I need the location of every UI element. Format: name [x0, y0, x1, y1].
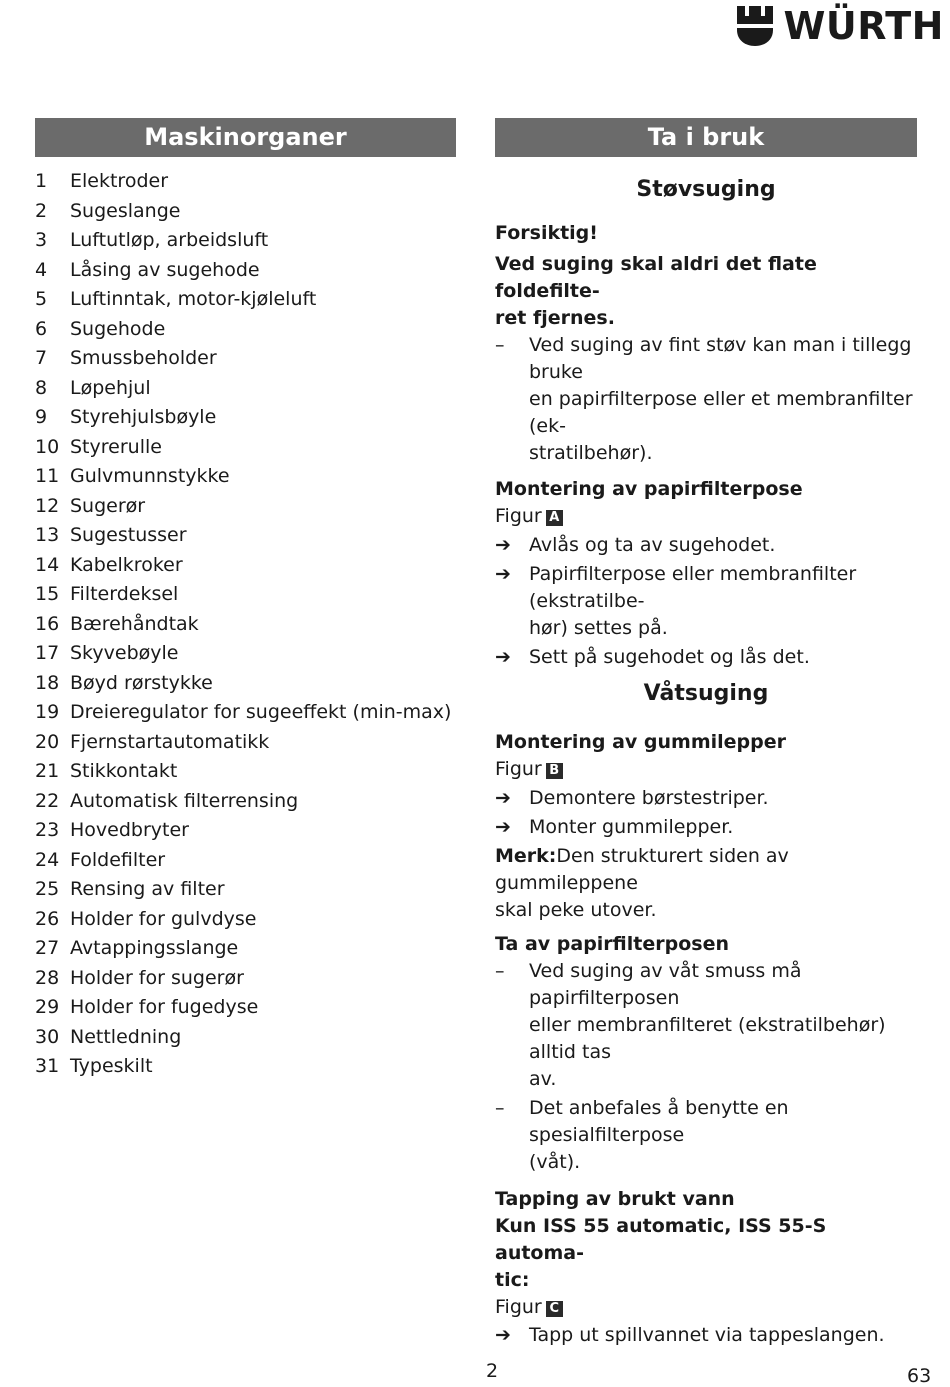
part-number: 29 [35, 996, 60, 1018]
list-item [35, 492, 456, 522]
part-label: Fjernstartautomatikk [70, 730, 270, 753]
figure-badge-b: B [546, 763, 563, 779]
part-label: Sugestusser [70, 524, 187, 546]
part-number: 10 [35, 435, 60, 458]
list-item [495, 532, 917, 559]
part-number: 22 [35, 789, 60, 812]
list-item [35, 610, 456, 640]
figure-label: Figur [495, 758, 542, 780]
page-number: 63 [907, 1365, 932, 1387]
list-item [35, 344, 456, 374]
part-number: 23 [35, 819, 60, 841]
dash-marker: – [495, 334, 505, 356]
parts-list [35, 167, 456, 1082]
part-number: 11 [35, 465, 60, 487]
drain-models-line-1: Kun ISS 55 automatic, ISS 55-S automa- [495, 1215, 827, 1264]
part-label: Løpehjul [70, 376, 151, 399]
note-line-2: en papirfilterpose eller et membranfilter (ek- [529, 388, 913, 437]
list-item-cont [495, 615, 917, 642]
arrow-right-icon: ➔ [495, 534, 511, 556]
part-label: Typeskilt [70, 1055, 153, 1077]
part-label: Bøyd rørstykke [70, 671, 213, 694]
list-item [35, 698, 456, 728]
list-item [35, 551, 456, 581]
step-text: hør) settes på. [529, 617, 668, 639]
arrow-right-icon: ➔ [495, 646, 511, 668]
step-text: Monter gummilepper. [529, 816, 734, 838]
arrow-right-icon: ➔ [495, 816, 511, 838]
part-number: 20 [35, 730, 60, 753]
list-item [35, 197, 456, 227]
note-label: Merk: [495, 845, 557, 867]
part-label: Holder for fugedyse [70, 996, 259, 1018]
list-item [35, 757, 456, 787]
part-number: 19 [35, 701, 60, 723]
list-item-cont [495, 1149, 917, 1176]
heading-drain-water: Tapping av brukt vann [495, 1188, 735, 1210]
part-number: 24 [35, 848, 60, 871]
part-label: Smussbeholder [70, 347, 217, 369]
note-line-3: stratilbehør). [529, 442, 653, 464]
part-number: 26 [35, 907, 60, 930]
list-item [35, 846, 456, 876]
list-item [495, 814, 917, 841]
list-item [35, 462, 456, 492]
list-item [35, 315, 456, 345]
heading-remove-paper-filter: Ta av papirfilterposen [495, 933, 729, 955]
caution-line-2: ret fjernes. [495, 307, 615, 329]
remove-line-2: eller membranfilteret (ekstratilbehør) alltid tas [529, 1014, 886, 1063]
part-label: Dreieregulator for sugeeffekt (min-max) [70, 701, 452, 723]
part-number: 21 [35, 760, 60, 782]
list-item [495, 644, 917, 671]
list-item [35, 521, 456, 551]
list-item [35, 1052, 456, 1082]
part-number: 28 [35, 966, 60, 989]
part-number: 16 [35, 612, 60, 635]
figure-ref-b [495, 756, 917, 783]
list-item [35, 993, 456, 1023]
step-text: Sett på sugehodet og lås det. [529, 646, 810, 668]
part-number: 15 [35, 583, 60, 605]
part-number: 3 [35, 229, 48, 251]
list-item [35, 669, 456, 699]
part-label: Kabelkroker [70, 553, 183, 576]
part-number: 17 [35, 642, 60, 664]
remove-line-3: av. [529, 1068, 557, 1090]
heading-dry-vacuuming: Støvsuging [636, 177, 776, 202]
part-number: 13 [35, 524, 60, 546]
part-number: 18 [35, 671, 60, 694]
note-line-1: Ved suging av fint støv kan man i tillegg bruke [529, 334, 912, 383]
arrow-right-icon: ➔ [495, 563, 511, 585]
part-label: Automatisk filterrensing [70, 789, 299, 812]
figure-label: Figur [495, 505, 542, 527]
list-item [495, 958, 917, 1012]
part-label: Sugerør [70, 494, 146, 517]
list-item [35, 934, 456, 964]
part-label: Holder for gulvdyse [70, 907, 257, 930]
part-label: Sugehode [70, 317, 166, 340]
caution-title: Forsiktig! [495, 222, 598, 244]
part-label: Rensing av filter [70, 878, 225, 900]
part-number: 9 [35, 406, 48, 428]
list-item [35, 226, 456, 256]
note-text: Den strukturert siden av gummileppene [495, 845, 789, 894]
dash-marker: – [495, 960, 505, 982]
list-item [35, 816, 456, 846]
step-text: Avlås og ta av sugehodet. [529, 534, 776, 556]
list-item [35, 374, 456, 404]
part-label: Filterdeksel [70, 583, 179, 605]
part-label: Sugeslange [70, 199, 181, 222]
remove-line-4: Det anbefales å benytte en spesialfilterpose [529, 1097, 789, 1146]
part-number: 27 [35, 937, 60, 959]
arrow-right-icon: ➔ [495, 1324, 511, 1346]
step-text: Tapp ut spillvannet via tappeslangen. [529, 1324, 885, 1346]
caution-line-1: Ved suging skal aldri det flate foldefilte- [495, 253, 817, 302]
wurth-logo [735, 4, 944, 48]
figure-badge-c: C [546, 1301, 563, 1317]
part-label: Skyvebøyle [70, 642, 179, 664]
list-item-cont [495, 440, 917, 467]
step-text: Papirfilterpose eller membranfilter (ekstratilbe- [529, 563, 857, 612]
part-number: 4 [35, 258, 48, 281]
list-item [35, 256, 456, 286]
remove-line-5: (våt). [529, 1151, 581, 1173]
part-label: Hovedbryter [70, 819, 189, 841]
list-item-cont [495, 386, 917, 440]
dash-marker: – [495, 1097, 505, 1119]
note-merk [495, 843, 917, 897]
arrow-right-icon: ➔ [495, 787, 511, 809]
part-label: Låsing av sugehode [70, 258, 260, 281]
heading-mount-paper-filter: Montering av papirfilterpose [495, 478, 803, 500]
part-label: Styrerulle [70, 435, 162, 458]
list-item [35, 1023, 456, 1053]
part-number: 2 [35, 199, 48, 222]
list-item [495, 332, 917, 386]
figure-badge-a: A [546, 510, 563, 526]
part-number: 25 [35, 878, 60, 900]
list-item [35, 403, 456, 433]
list-item [495, 1095, 917, 1149]
part-label: Luftutløp, arbeidsluft [70, 229, 269, 251]
figure-ref-a [495, 503, 917, 530]
list-item [35, 639, 456, 669]
part-number: 14 [35, 553, 60, 576]
part-label: Holder for sugerør [70, 966, 244, 989]
part-label: Gulvmunnstykke [70, 465, 230, 487]
brand-name: WÜRTH [783, 4, 944, 48]
part-number: 7 [35, 347, 48, 369]
remove-line-1: Ved suging av våt smuss må papirfilterposen [529, 960, 802, 1009]
list-item [495, 561, 917, 615]
part-number: 31 [35, 1055, 60, 1077]
step-text: Demontere børstestriper. [529, 787, 769, 809]
part-label: Elektroder [70, 170, 169, 192]
getting-started-section [495, 118, 917, 1349]
part-label: Stikkontakt [70, 760, 178, 782]
part-number: 5 [35, 288, 48, 310]
part-label: Bærehåndtak [70, 612, 199, 635]
section-title-parts: Maskinorganer [35, 118, 456, 157]
part-number: 1 [35, 170, 48, 192]
heading-wet-vacuuming: Våtsuging [643, 681, 769, 706]
part-label: Foldefilter [70, 848, 166, 871]
list-item-cont [495, 1066, 917, 1093]
machine-parts-section [35, 118, 456, 1082]
list-item [35, 905, 456, 935]
list-item [495, 1322, 917, 1349]
heading-mount-rubber-lips: Montering av gummilepper [495, 731, 786, 753]
part-label: Styrehjulsbøyle [70, 406, 217, 428]
list-item [495, 785, 917, 812]
list-item [35, 580, 456, 610]
figure-ref-c [495, 1294, 917, 1321]
list-item [35, 285, 456, 315]
part-number: 6 [35, 317, 48, 340]
figure-label: Figur [495, 1296, 542, 1318]
list-item [35, 433, 456, 463]
list-item [35, 167, 456, 197]
wurth-logo-mark-icon [735, 4, 775, 48]
part-number: 8 [35, 376, 48, 399]
part-number: 30 [35, 1025, 60, 1048]
list-item [35, 728, 456, 758]
page-number-center: 2 [486, 1360, 499, 1382]
list-item [35, 787, 456, 817]
part-label: Nettledning [70, 1025, 182, 1048]
part-label: Luftinntak, motor-kjøleluft [70, 288, 317, 310]
section-title-start: Ta i bruk [495, 118, 917, 157]
drain-models-line-2: tic: [495, 1269, 530, 1291]
part-label: Avtappingsslange [70, 937, 239, 959]
note-merk-cont: skal peke utover. [495, 899, 657, 921]
list-item-cont [495, 1012, 917, 1066]
list-item [35, 964, 456, 994]
list-item [35, 875, 456, 905]
part-number: 12 [35, 494, 60, 517]
